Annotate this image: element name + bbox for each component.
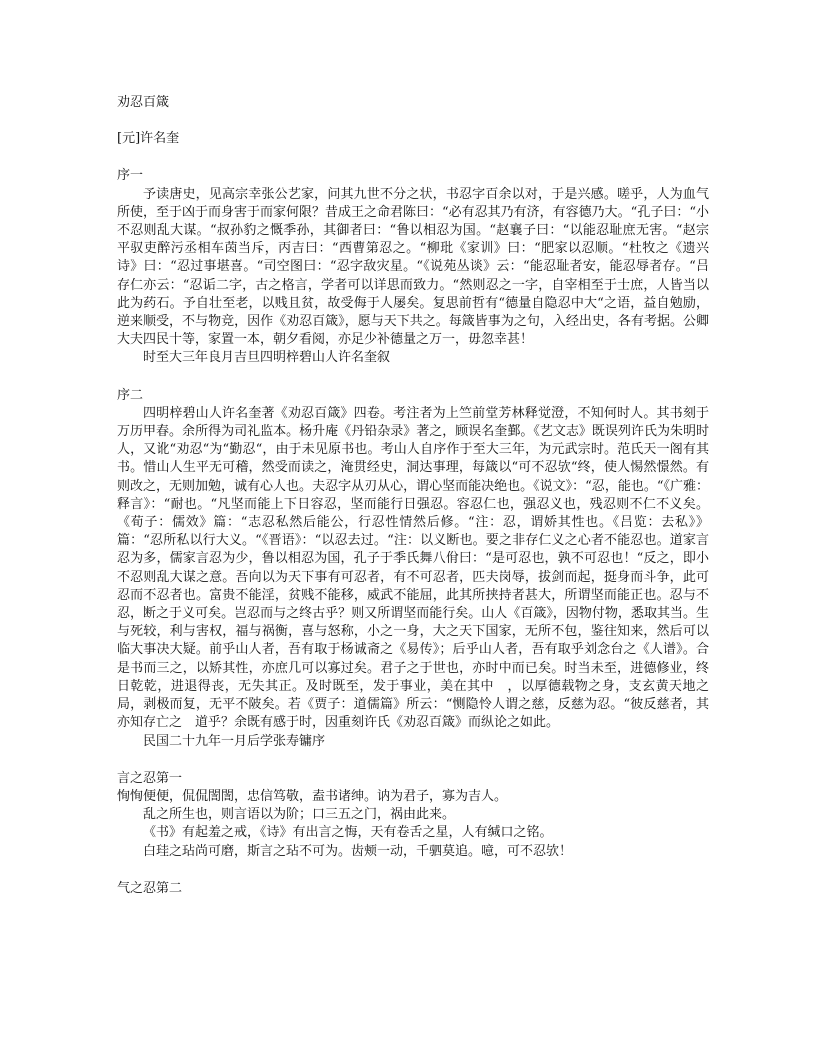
chapter-1-lead: 恂恂便便，侃侃誾誾，忠信笃敬，盍书诸绅。讷为君子，寡为吉人。 [117,788,508,804]
chapter-1-heading: 言之忍第一 [117,770,183,786]
chapter-1-line: 白珪之玷尚可磨，斯言之玷不可为。齿颊一动，千驷莫追。噫，可不忍欤！ [143,843,573,859]
chapter-1 [117,770,709,861]
preface-1-body: 予读唐史，见高宗幸张公艺家，问其九世不分之状，书忍字百余以对，于是兴感。嗟乎，人为血气所使，至于凶于而身害于而家何限？昔成王之命君陈曰：“必有忍其乃有济，有容德乃大。“孔子曰：“小不忍则乱大谋。“叔孙豹之慨季孙，其御者曰：“鲁以相忍为国。“赵襄子曰：“以能忍耻庶无害。“赵宗平驭吏醉污丞相车茵当斥，丙吉曰：“西曹第忍之。“柳玭《家训》曰：“肥家以忍顺。“杜牧之《遗兴诗》曰：“忍过事堪喜。“司空图曰：“忍字敌灾星。“《说苑丛谈》云：“能忍耻者安，能忍辱者存。“吕存仁亦云：“忍诟二字，古之格言，学者可以详思而致力。“然则忍之一字，自宰相至于士庶，人皆当以此为药石。予自壮至老，以贱且贫，故受侮于人屡矣。复思前哲有“德量自隐忍中大“之语，益自勉励，逆来顺受，不与物竞，因作《劝忍百箴》，愿与天下共之。每箴皆事为之句，入经出史，各有考据。公卿大夫四民十等，家置一本，朝夕看阅，亦足少补德量之万一，毋忽幸甚！ [117,186,709,348]
spacer [117,861,709,880]
document-author: [元]许名奎 [117,131,180,147]
document-page [117,94,709,898]
preface-2-heading: 序二 [117,387,144,403]
spacer [117,368,709,387]
preface-1-heading: 序一 [117,168,144,184]
preface-1 [117,167,709,367]
document-title: 劝忍百箴 [117,95,170,110]
preface-2-body: 四明梓碧山人许名奎著《劝忍百箴》四卷。考注者为上竺前堂芳林释觉澄，不知何时人。其书刻于万历甲春。余所得为司礼监本。杨升庵《丹铅杂录》著之，顾误名奎鄞。《艺文志》既误列许氏为朱明时人，又讹“劝忍“为“勤忍“，由于未见原书也。考山人自序作于至大三年，为元武宗时。范氏天一阁有其书。惜山人生平无可稽，然受而读之，淹贯经史，洞达事理，每箴以“可不忍欤“终，使人惕然憬然。有则改之，无则加勉，诚有心人也。夫忍字从刃从心，谓心坚而能决绝也。《说文》：“忍，能也。“《广雅：释言》：“耐也。“凡坚而能上下日容忍，坚而能行日强忍。容忍仁也，强忍义也，残忍则不仁不义矣。《荀子：儒效》篇：“志忍私然后能公，行忍性情然后修。“注：忍，谓娇其性也。《吕览：去私》》篇：“忍所私以行大义。“《晋语》：“以忍去过。“注：以义断也。要之非存仁义之心者不能忍也。道家言忍为多，儒家言忍为少，鲁以相忍为国，孔子于季氏舞八佾曰：“是可忍也，孰不可忍也！“反之，即小不忍则乱大谋之意。吾向以为天下事有可忍者，有不可忍者，匹夫岗辱，拔剑而起，挺身而斗争，此可忍而不忍者也。富贵不能淫，贫贱不能移，威武不能屈，此其所挟持者甚大，所谓坚而能正也。忍与不忍，断之于义可矣。岂忍而与之终古乎？则又所谓坚而能行矣。山人《百箴》，因物付物，悉取其当。生与死较，利与害权，福与祸衡，喜与怒称，小之一身，大之天下国家，无所不包，鉴往知来，然后可以临大事决大疑。前乎山人者，吾有取于杨诚斋之《易传》；后乎山人者，吾有取乎刘念台之《人谱》。合是书而三之，以矫其性，亦庶几可以寡过矣。君子之于世也，亦时中而已矣。时当未至，进德修业，终日乾乾，进退得丧，无失其正。及时既至，发于事业，美在其中 ，以厚德载物之身，支玄黄天地之局，剥极而复，无平不陂矣。若《贾子：道儒篇》所云：“恻隐怜人谓之慈，反慈为忍。“彼反慈者，其亦知存亡之 道乎？余既有感于时，因重刻许氏《劝忍百箴》而纵论之如此。 [117,405,709,731]
chapter-2-heading: 气之忍第二 [117,880,183,896]
spacer [117,751,709,770]
chapter-2 [117,880,709,898]
chapter-1-line: 乱之所生也，则言语以为阶；口三五之门，祸由此来。 [143,807,456,823]
preface-2 [117,387,709,751]
chapter-1-line: 《书》有起羞之戒，《诗》有出言之悔，天有卷舌之星，人有缄口之铭。 [143,825,553,841]
preface-2-signature: 民国二十九年一月后学张寿镛序 [143,733,326,749]
preface-1-signature: 时至大三年良月吉旦四明梓碧山人许名奎叙 [143,350,391,366]
